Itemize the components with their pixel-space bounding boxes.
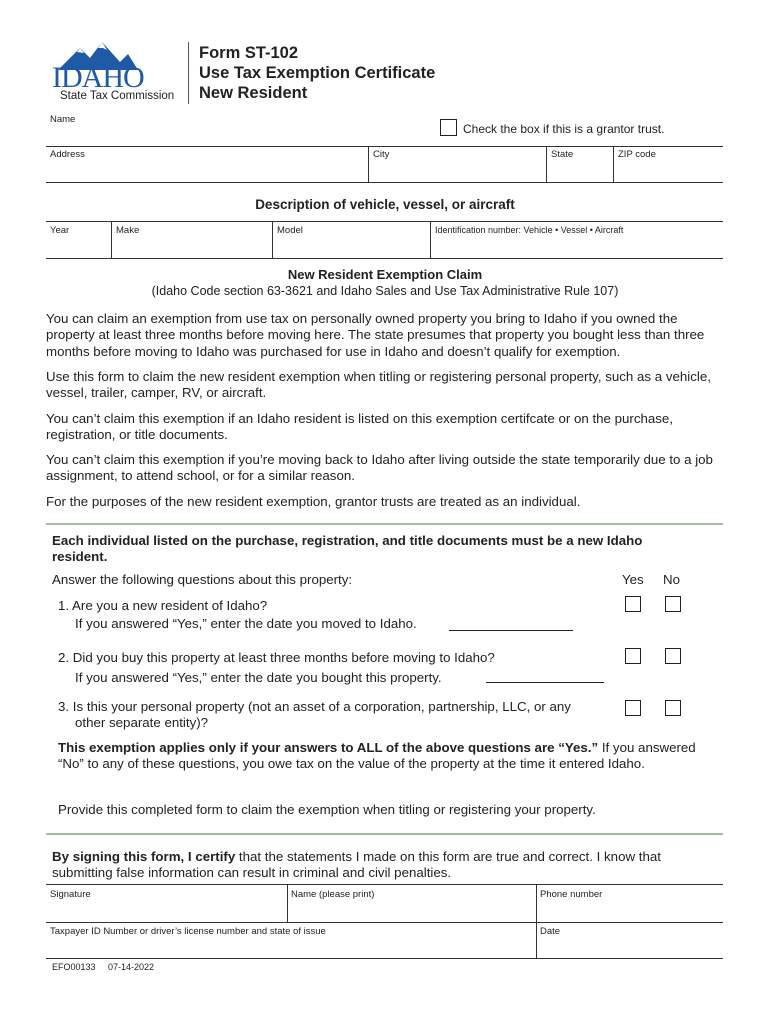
revision-date: 07-14-2022 — [108, 962, 155, 972]
model-divider — [272, 221, 273, 258]
logo-wordmark: IDAHO — [52, 61, 144, 94]
question-2-yes-checkbox[interactable] — [625, 648, 641, 664]
taxpayer-id-field[interactable] — [50, 939, 532, 959]
form-subtitle: New Resident — [199, 84, 308, 102]
address-row-line — [46, 182, 723, 183]
model-label: Model — [277, 225, 303, 236]
print-name-label: Name (please print) — [291, 889, 375, 900]
city-field[interactable] — [373, 162, 545, 182]
section-divider-2 — [46, 833, 723, 835]
vehicle-top-line — [46, 221, 723, 222]
zip-field[interactable] — [618, 162, 722, 182]
exemption-warning-text: If you answered “No” to any of these questions, you owe tax on the value of the property at the time it entered Idaho. — [58, 740, 696, 772]
claim-paragraph-1: You can claim an exemption from use tax on personally owned property you bring to Idaho if you owned the property at least three months before moving here. The state presumes that property you bought less than three months before moving to Idaho was purchased for use in Idaho and doesn’t qualify for exemption. — [46, 311, 705, 359]
model-field[interactable] — [277, 238, 429, 258]
signature-label: Signature — [50, 889, 91, 900]
claim-citation: (Idaho Code section 63-3621 and Idaho Sales and Use Tax Administrative Rule 107) — [151, 284, 619, 298]
question-3-line-1: 3. Is this your personal property (not an asset of a corporation, partnership, LLC, or any — [58, 699, 571, 714]
section-divider-1 — [46, 523, 723, 525]
yes-column-label: Yes — [622, 572, 644, 587]
claim-paragraph-5: For the purposes of the new resident exemption, grantor trusts are treated as an individual. — [46, 494, 581, 509]
year-field[interactable] — [50, 238, 110, 258]
claim-paragraph-3: You can’t claim this exemption if an Idaho resident is listed on this exemption certifcate or on the purchase, registration, or title documents. — [46, 411, 674, 443]
form-code: EFO00133 — [52, 962, 96, 972]
make-field[interactable] — [116, 238, 272, 258]
no-column-label: No — [663, 572, 680, 587]
address-field[interactable] — [50, 162, 364, 182]
name-field[interactable] — [50, 127, 424, 147]
taxpayer-id-label: Taxpayer ID Number or driver’s license number and state of issue — [50, 926, 326, 937]
claim-paragraph-2: Use this form to claim the new resident exemption when titling or registering personal property, such as a vehicle, vessel, trailer, camper, RV, or aircraft. — [46, 369, 711, 401]
claim-heading: New Resident Exemption Claim — [287, 267, 483, 282]
address-label: Address — [50, 149, 85, 160]
grantor-trust-label: Check the box if this is a grantor trust. — [463, 122, 665, 136]
certify-bold: By signing this form, I certify — [52, 849, 236, 864]
signature-bottom-line — [46, 922, 723, 923]
exemption-warning-bold: This exemption applies only if your answers to ALL of the above questions are “Yes.” — [58, 740, 599, 755]
state-divider — [546, 146, 547, 182]
move-date-line[interactable] — [449, 630, 573, 631]
grantor-trust-checkbox[interactable] — [440, 119, 457, 136]
certification-statement — [52, 849, 702, 882]
zip-divider — [613, 146, 614, 182]
form-number: Form ST-102 — [199, 44, 299, 62]
question-1-followup: If you answered “Yes,” enter the date you moved to Idaho. — [75, 616, 417, 631]
id-number-field[interactable] — [435, 238, 724, 258]
name-row-line — [46, 146, 723, 147]
year-label: Year — [50, 225, 70, 236]
exemption-warning — [58, 740, 698, 773]
question-1: 1. Are you a new resident of Idaho? — [58, 598, 268, 613]
form-title: Use Tax Exemption Certificate — [199, 64, 436, 82]
question-1-no-checkbox[interactable] — [665, 596, 681, 612]
phone-label: Phone number — [540, 889, 603, 900]
state-label: State — [551, 149, 574, 160]
vehicle-bottom-line — [46, 258, 723, 259]
taxpayer-id-bottom-line — [46, 958, 723, 959]
purchase-date-line[interactable] — [486, 682, 604, 683]
header-divider — [188, 42, 189, 104]
state-field[interactable] — [551, 162, 613, 182]
name-label: Name — [50, 114, 76, 125]
date-label: Date — [540, 926, 561, 937]
zip-label: ZIP code — [618, 149, 656, 160]
make-label: Make — [116, 225, 140, 236]
id-number-label: Identification number: Vehicle • Vessel • Aircraft — [435, 225, 624, 235]
phone-divider — [536, 884, 537, 958]
question-3-line-2: other separate entity)? — [75, 715, 209, 730]
logo-subtitle: State Tax Commission — [60, 90, 175, 102]
question-3-yes-checkbox[interactable] — [625, 700, 641, 716]
questions-intro: Each individual listed on the purchase, registration, and title documents must be a new Idaho resident. — [52, 533, 643, 565]
question-2: 2. Did you buy this property at least three months before moving to Idaho? — [58, 650, 495, 665]
phone-field[interactable] — [540, 902, 722, 922]
question-2-no-checkbox[interactable] — [665, 648, 681, 664]
question-1-yes-checkbox[interactable] — [625, 596, 641, 612]
date-field[interactable] — [540, 939, 722, 959]
idaho-logo — [52, 40, 182, 106]
id-divider — [430, 221, 431, 258]
provide-form-note: Provide this completed form to claim the exemption when titling or registering your property. — [58, 802, 596, 817]
signature-field[interactable] — [50, 902, 284, 922]
make-divider — [111, 221, 112, 258]
print-name-field[interactable] — [291, 902, 535, 922]
signature-top-line — [46, 884, 723, 885]
vehicle-heading: Description of vehicle, vessel, or aircraft — [255, 197, 515, 212]
claim-paragraph-4: You can’t claim this exemption if you’re moving back to Idaho after living outside the state temporarily due to a job assignment, to attend school, or for a similar reason. — [46, 452, 713, 484]
question-2-followup: If you answered “Yes,” enter the date you bought this property. — [75, 670, 442, 685]
answer-prompt: Answer the following questions about this property: — [52, 572, 353, 587]
city-divider — [368, 146, 369, 182]
certify-text: that the statements I made on this form are true and correct. I know that submitting false information can result in criminal and civil penalties. — [52, 849, 661, 881]
print-name-divider — [287, 884, 288, 922]
city-label: City — [373, 149, 390, 160]
question-3-no-checkbox[interactable] — [665, 700, 681, 716]
